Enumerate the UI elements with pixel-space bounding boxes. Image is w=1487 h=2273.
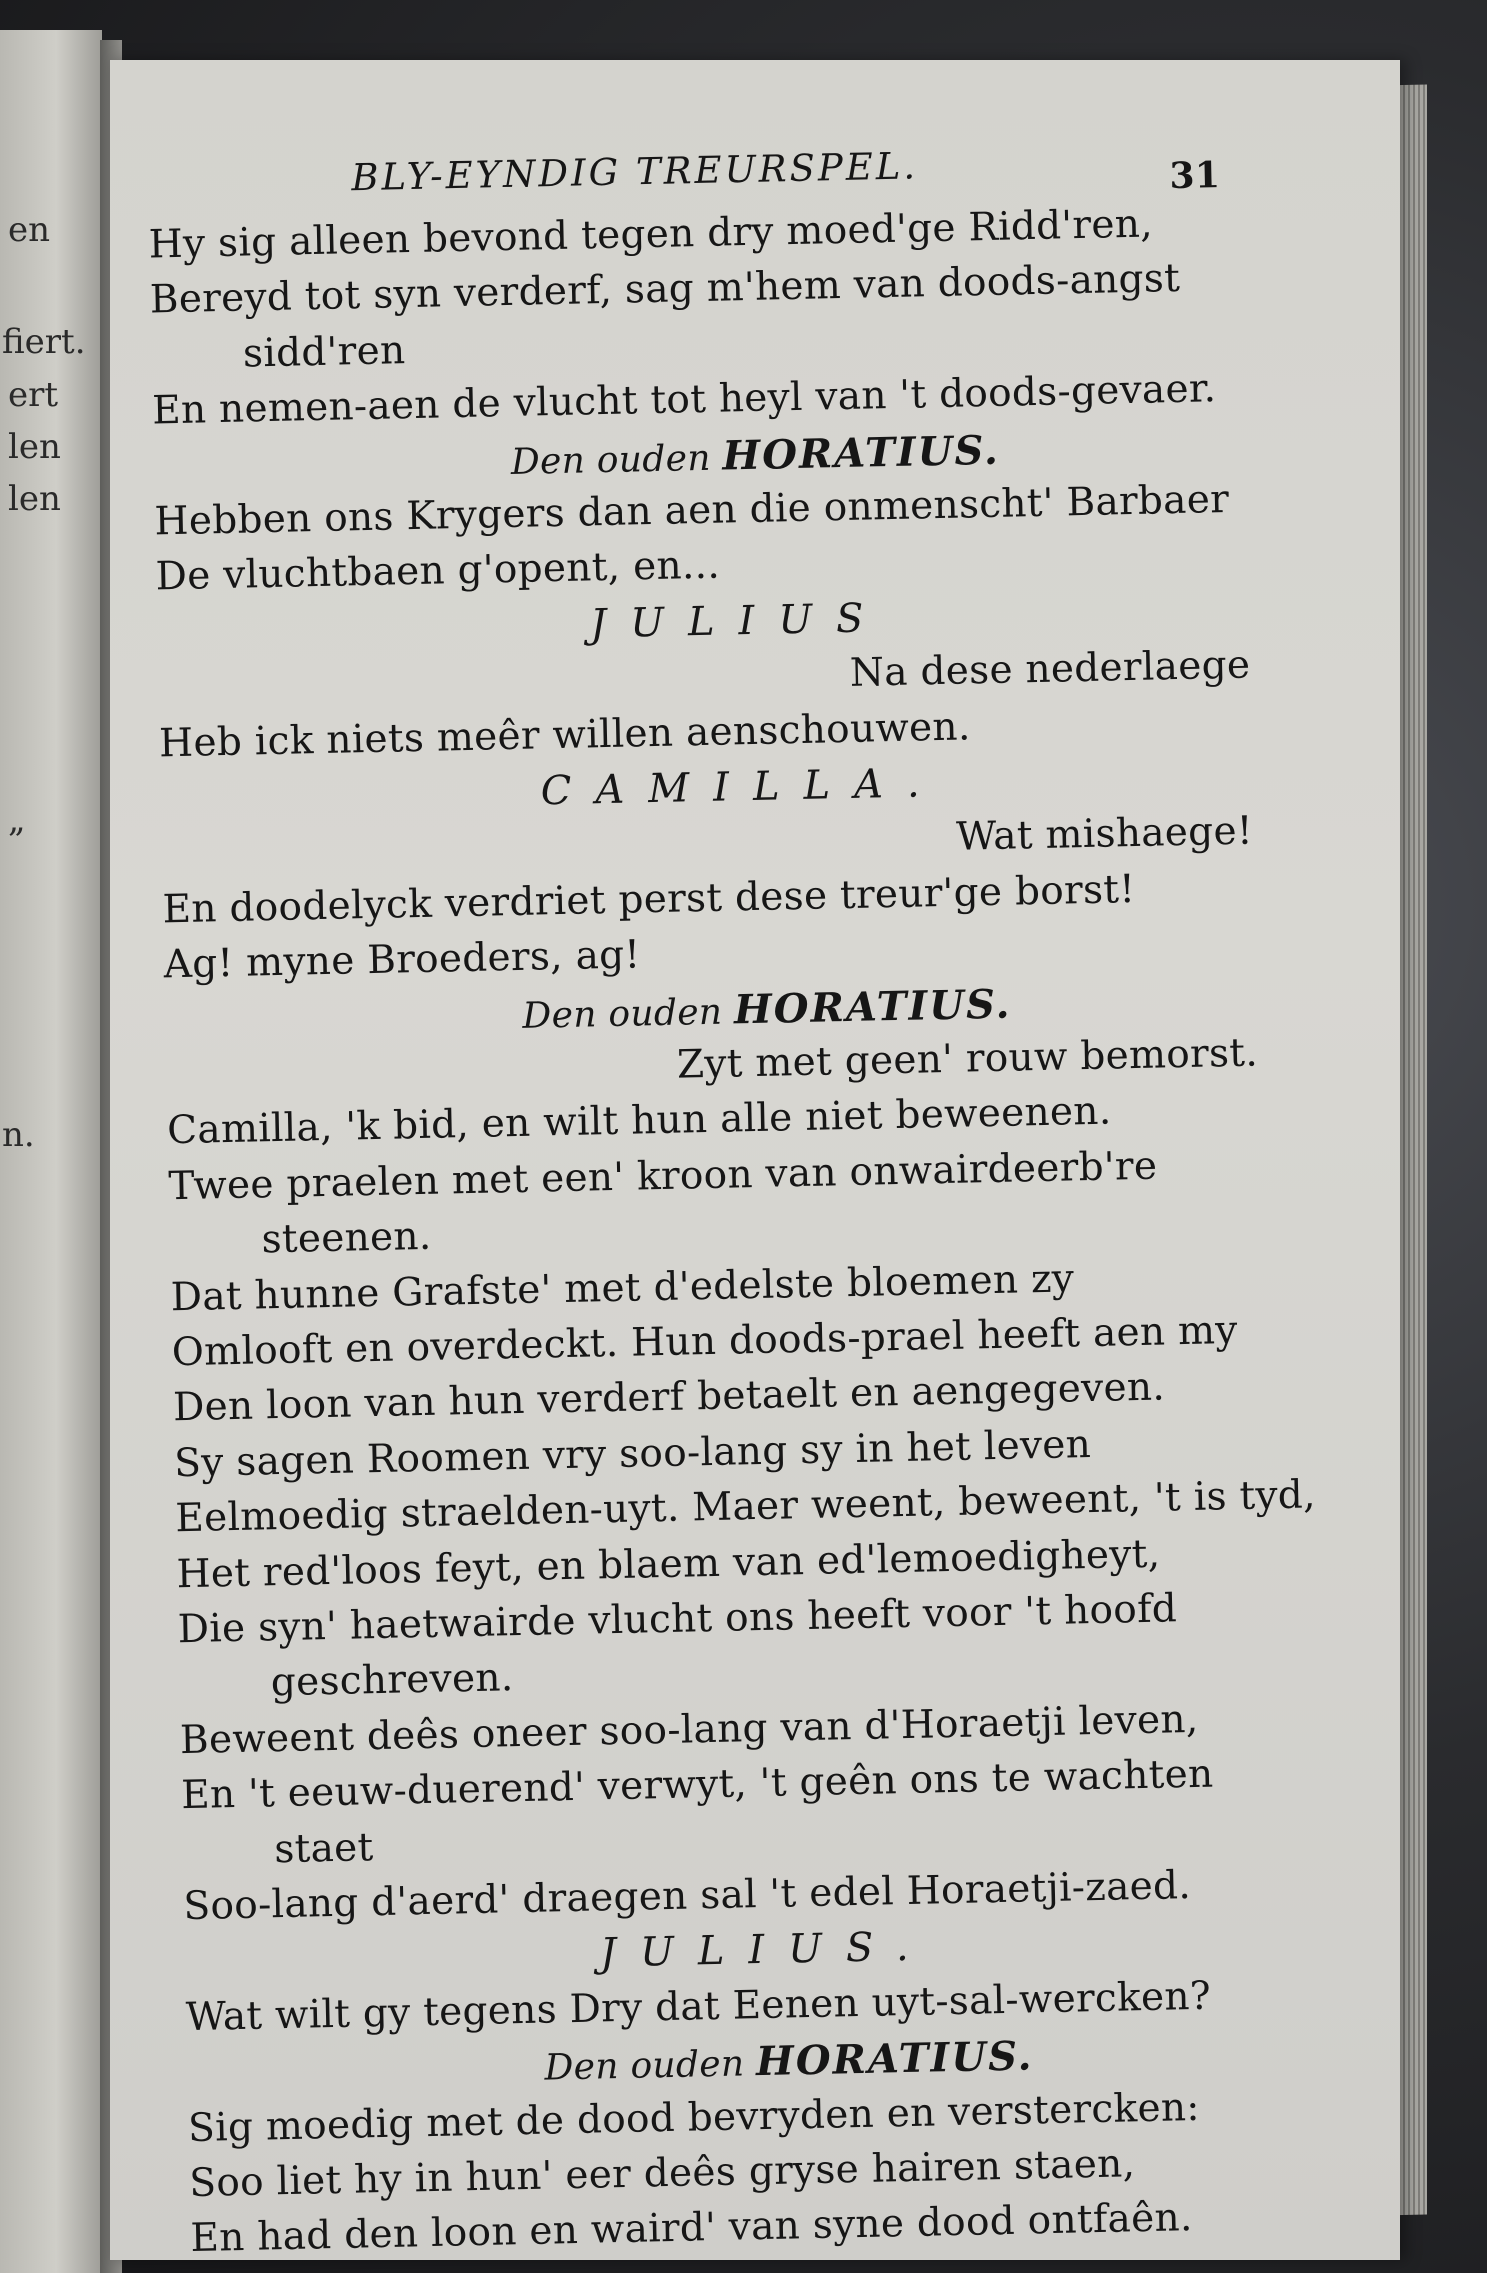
running-head: BLY-EYNDIG TREURSPEL. [350,144,919,200]
speaker-heading: JULIUS. [599,1923,934,1977]
verse-line: Soo-lang d'aerd' draegen sal 't edel Horaetji-zaed. [183,1863,1192,1930]
verse-line: En 't eeuw-duerend' verwyt, 't geên ons te wachten [180,1751,1214,1819]
verse-continuation: steenen. [261,1213,432,1263]
verse-line: Soo liet hy in hun' eer deês gryse hairen staen, [188,2141,1136,2207]
left-page-fragment: „ [8,800,26,840]
verse-continuation: geschreven. [270,1655,514,1706]
page-text-block [87,47,1423,2273]
left-page-fragment: ert [8,375,59,415]
verse-half-line: Zyt met geen' rouw bemorst. [676,1030,1259,1088]
left-page-fragment: en [8,210,51,250]
verse-line: Ag! myne Broeders, ag! [163,932,641,988]
verse-line: Camilla, 'k bid, en wilt hun alle niet beweenen. [166,1088,1112,1154]
speaker-name: HORATIUS. [733,980,1012,1033]
verse-line: En nemen-aen de vlucht tot heyl van 't doods-gevaer. [151,366,1217,434]
verse-line: Het red'loos feyt, en blaem van ed'lemoedigheyt, [176,1531,1161,1597]
verse-continuation: sidd'ren [242,327,406,377]
speaker-heading: CAMILLA. [540,759,945,815]
page-number: 31 [1169,154,1221,198]
left-page-fragment: len [8,427,61,467]
verse-line: Hebben ons Krygers dan aen die onmenscht' Barbaer [154,476,1230,545]
verse-line: Eelmoedig straelden-uyt. Maer weent, beweent, 't is tyd, [174,1472,1317,1542]
verse-line: Twee praelen met een' kroon van onwairdeerb're [167,1143,1158,1210]
left-page-fragment: n. [2,1115,35,1155]
verse-line: Beweent deês oneer soo-lang van d'Horaetji leven, [179,1696,1199,1763]
verse-line: Wat wilt gy tegens Dry dat Eenen uyt-sal-wercken? [185,1973,1212,2040]
verse-line: En doodelyck verdriet perst dese treur'ge borst! [162,866,1136,933]
book-page [110,60,1400,2260]
verse-line: En had den loon en waird' van syne dood ontfaên. [190,2195,1194,2262]
left-page-fragment: len [8,479,61,519]
verse-line: De vluchtbaen g'opent, en... [155,542,721,600]
verse-line: Die syn' haetwairde vlucht ons heeft voor 't hoofd [177,1586,1178,1653]
speaker-prefix: Den ouden [544,2043,757,2089]
verse-line: Dat hunne Grafste' met d'edelste bloemen zy [170,1255,1075,1320]
speaker-name: HORATIUS. [755,2032,1034,2086]
speaker-name: HORATIUS. [721,426,1001,480]
verse-line: Hy sig alleen bevond tegen dry moed'ge Ridd'ren, [148,201,1154,268]
verse-half-line: Wat mishaege! [955,808,1254,861]
verse-line: Sig moedig met de dood bevryden en verstercken: [187,2084,1201,2151]
speaker-heading [544,2033,1034,2090]
speaker-heading: JULIUS [589,594,888,648]
verse-line: Omlooft en overdeckt. Hun doods-prael heeft aen my [171,1307,1239,1376]
left-page-fragment: fiert. [2,322,86,362]
left-page-edge [0,30,102,2273]
verse-line: Heb ick niets meêr willen aenschouwen. [158,703,971,766]
speaker-heading [522,980,1012,1037]
verse-continuation: staet [273,1824,374,1872]
verse-line: Bereyd tot syn verderf, sag m'hem van doods-angst [149,256,1181,323]
speaker-prefix: Den ouden [510,437,723,483]
verse-line: Sy sagen Roomen vry soo-lang sy in het leven [173,1421,1092,1487]
verse-line: Den loon van hun verderf betaelt en aengegeven. [172,1364,1166,1431]
speaker-heading [510,426,1000,483]
speaker-prefix: Den ouden [522,991,735,1037]
verse-half-line: Na dese nederlaege [849,642,1251,697]
